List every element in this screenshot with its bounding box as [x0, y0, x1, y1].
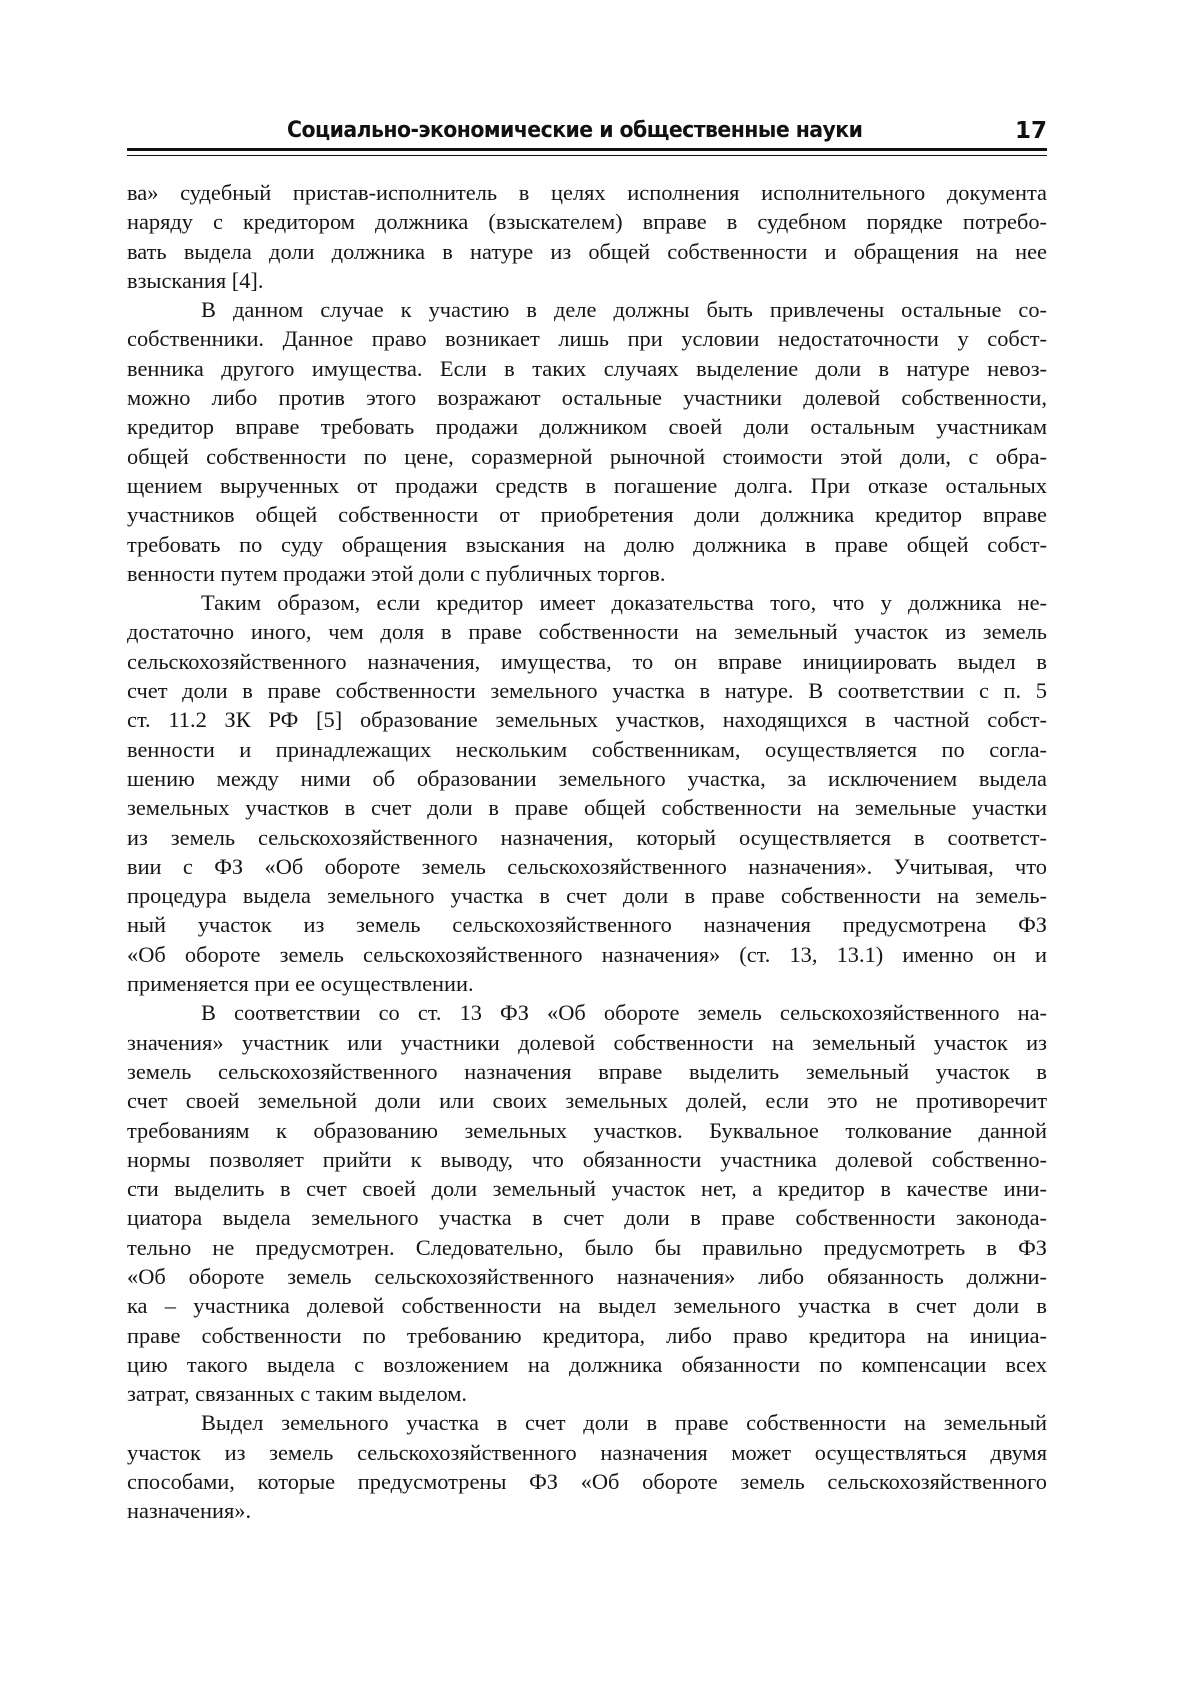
text-line: собственники. Данное право возникает лишь при условии недостаточности у собст- [127, 326, 1047, 352]
text-line: значения» участник или участники долевой собственности на земельный участок из [127, 1029, 1047, 1055]
text-line: нормы позволяет прийти к выводу, что обязанности участника долевой собственно- [127, 1146, 1047, 1172]
text-line: участников общей собственности от приобретения доли должника кредитор вправе [127, 502, 1047, 528]
text-line: из земель сельскохозяйственного назначения, который осуществляется в соответст- [127, 824, 1047, 850]
text-line: венника другого имущества. Если в таких случаях выделение доли в натуре невоз- [127, 355, 1047, 381]
body-text [127, 178, 1047, 1526]
text-line: счет своей земельной доли или своих земельных долей, если это не противоречит [127, 1088, 1047, 1114]
text-line: кредитор вправе требовать продажи должником своей доли остальным участникам [127, 414, 1047, 440]
text-line: ст. 11.2 ЗК РФ [5] образование земельных участков, находящихся в частной собст- [127, 707, 1047, 733]
text-line: затрат, связанных с таким выделом. [127, 1381, 468, 1407]
paragraph [127, 295, 1047, 588]
paragraph [127, 178, 1047, 295]
text-line: процедура выдела земельного участка в счет доли в праве собственности на земель- [127, 883, 1047, 909]
text-line: циатора выдела земельного участка в счет доли в праве собственности законода- [127, 1205, 1047, 1231]
text-line: способами, которые предусмотрены ФЗ «Об обороте земель сельскохозяйственного [127, 1469, 1047, 1495]
text-line: тельно не предусмотрен. Следовательно, было бы правильно предусмотреть в ФЗ [127, 1234, 1047, 1260]
text-line: ный участок из земель сельскохозяйственного назначения предусмотрена ФЗ [127, 912, 1047, 938]
paragraph [127, 1408, 1047, 1525]
text-line: В соответствии со ст. 13 ФЗ «Об обороте земель сельскохозяйственного на- [201, 1000, 1047, 1026]
text-line: вать выдела доли должника в натуре из общей собственности и обращения на нее [127, 238, 1047, 264]
text-line: взыскания [4]. [127, 267, 264, 293]
text-line: земельных участков в счет доли в праве общей собственности на земельные участки [127, 795, 1047, 821]
text-line: ка – участника долевой собственности на выдел земельного участка в счет доли в [127, 1293, 1047, 1319]
text-line: щением вырученных от продажи средств в погашение долга. При отказе остальных [127, 472, 1047, 498]
text-line: Выдел земельного участка в счет доли в праве собственности на земельный [201, 1410, 1047, 1436]
text-line: можно либо против этого возражают остальные участники долевой собственности, [127, 385, 1047, 411]
text-line: общей собственности по цене, соразмерной рыночной стоимости этой доли, с обра- [127, 443, 1047, 469]
text-line: земель сельскохозяйственного назначения вправе выделить земельный участок в [127, 1058, 1047, 1084]
text-line: счет доли в праве собственности земельного участка в натуре. В соответствии с п. 5 [127, 678, 1047, 704]
text-line: «Об обороте земель сельскохозяйственного назначения» (ст. 13, 13.1) именно он и [127, 941, 1047, 967]
text-line: «Об обороте земель сельскохозяйственного назначения» либо обязанность должни- [127, 1263, 1047, 1289]
text-line: цию такого выдела с возложением на должника обязанности по компенсации всех [127, 1351, 1047, 1377]
header-rule-thin [127, 155, 1047, 156]
text-line: Таким образом, если кредитор имеет доказательства того, что у должника не- [201, 590, 1047, 616]
text-line: ва» судебный пристав-исполнитель в целях исполнения исполнительного документа [127, 180, 1047, 205]
text-line: шению между ними об образовании земельного участка, за исключением выдела [127, 765, 1047, 791]
text-line: требованиям к образованию земельных участков. Буквальное толкование данной [127, 1117, 1047, 1143]
page-number: 17 [1014, 118, 1047, 144]
text-line: сельскохозяйственного назначения, имущества, то он вправе инициировать выдел в [127, 648, 1047, 674]
running-header [127, 118, 1047, 152]
text-line: участок из земель сельскохозяйственного назначения может осуществляться двумя [127, 1439, 1047, 1465]
text-line: применяется при ее осуществлении. [127, 971, 474, 997]
text-line: вии с ФЗ «Об обороте земель сельскохозяйственного назначения». Учитывая, что [127, 853, 1047, 879]
paragraph [127, 998, 1047, 1408]
section-title: Социально-экономические и общественные науки [287, 118, 863, 143]
text-line: наряду с кредитором должника (взыскателем) вправе в судебном порядке потребо- [127, 209, 1047, 235]
text-line: венности путем продажи этой доли с публичных торгов. [127, 560, 666, 586]
text-line: требовать по суду обращения взыскания на долю должника в праве общей собст- [127, 531, 1047, 557]
text-line: назначения». [127, 1498, 252, 1524]
text-line: достаточно иного, чем доля в праве собственности на земельный участок из земель [127, 619, 1047, 645]
text-line: сти выделить в счет своей доли земельный участок нет, а кредитор в качестве ини- [127, 1176, 1047, 1202]
text-line: В данном случае к участию в деле должны быть привлечены остальные со- [201, 297, 1047, 323]
paragraph [127, 588, 1047, 998]
text-line: праве собственности по требованию кредитора, либо право кредитора на инициа- [127, 1322, 1047, 1348]
text-line: венности и принадлежащих нескольким собственникам, осуществляется по согла- [127, 736, 1047, 762]
header-rule-thick [127, 148, 1047, 151]
